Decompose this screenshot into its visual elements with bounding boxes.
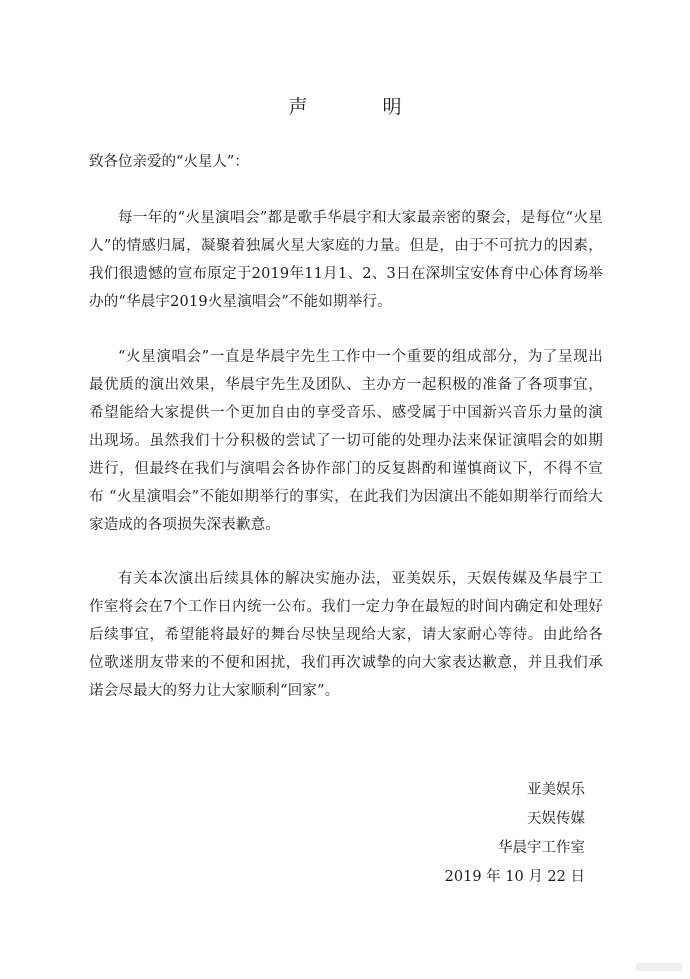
signature-block	[445, 776, 585, 892]
paragraph-1: 每一年的“火星演唱会”都是歌手华晨宇和大家最亲密的聚会，是每位“火星人”的情感归属，凝聚着独属火星大家庭的力量。但是，由于不可抗力的因素，我们很遗憾的宣布原定于2019年11月1、2、3日在深圳宝安体育中心体育场举办的“华晨宇2019火星演唱会”不能如期举行。	[89, 210, 603, 310]
salutation: 致各位亲爱的“火星人”：	[89, 154, 249, 170]
signature-tianyu: 天娱传媒	[527, 811, 585, 827]
signature-date: 2019 年 10 月 22 日	[444, 869, 585, 885]
paragraph-3: 有关本次演出后续具体的解决实施办法，亚美娱乐，天娱传媒及华晨宇工作室将会在7个工作日内统一公布。我们一定力争在最短的时间内确定和处理好后续事宜，希望能将最好的舞台尽快呈现给大家，请大家耐心等待。由此给各位歌迷朋友带来的不便和困扰，我们再次诚挚的向大家表达歉意，并且我们承诺会尽最大的努力让大家顺利“回家”。	[89, 571, 603, 699]
signature-yamei: 亚美娱乐	[527, 782, 585, 798]
paragraph-2: “火星演唱会”一直是华晨宇先生工作中一个重要的组成部分，为了呈现出最优质的演出效果，华晨宇先生及团队、主办方一起积极的准备了各项事宜，希望能给大家提供一个更加自由的享受音乐、感受属于中国新兴音乐力量的演出现场。虽然我们十分积极的尝试了一切可能的处理办法来保证演唱会的如期进行，但最终在我们与演唱会各协作部门的反复斟酌和谨慎商议下，不得不宣布 “火星演唱会”不能如期举行的事实，在此我们为因演出不能如期举行而给大家造成的各项损失深表歉意。	[89, 349, 603, 533]
document-title: 声 明	[288, 96, 430, 118]
signature-studio: 华晨宇工作室	[498, 840, 585, 856]
watermark-icon	[636, 961, 682, 973]
